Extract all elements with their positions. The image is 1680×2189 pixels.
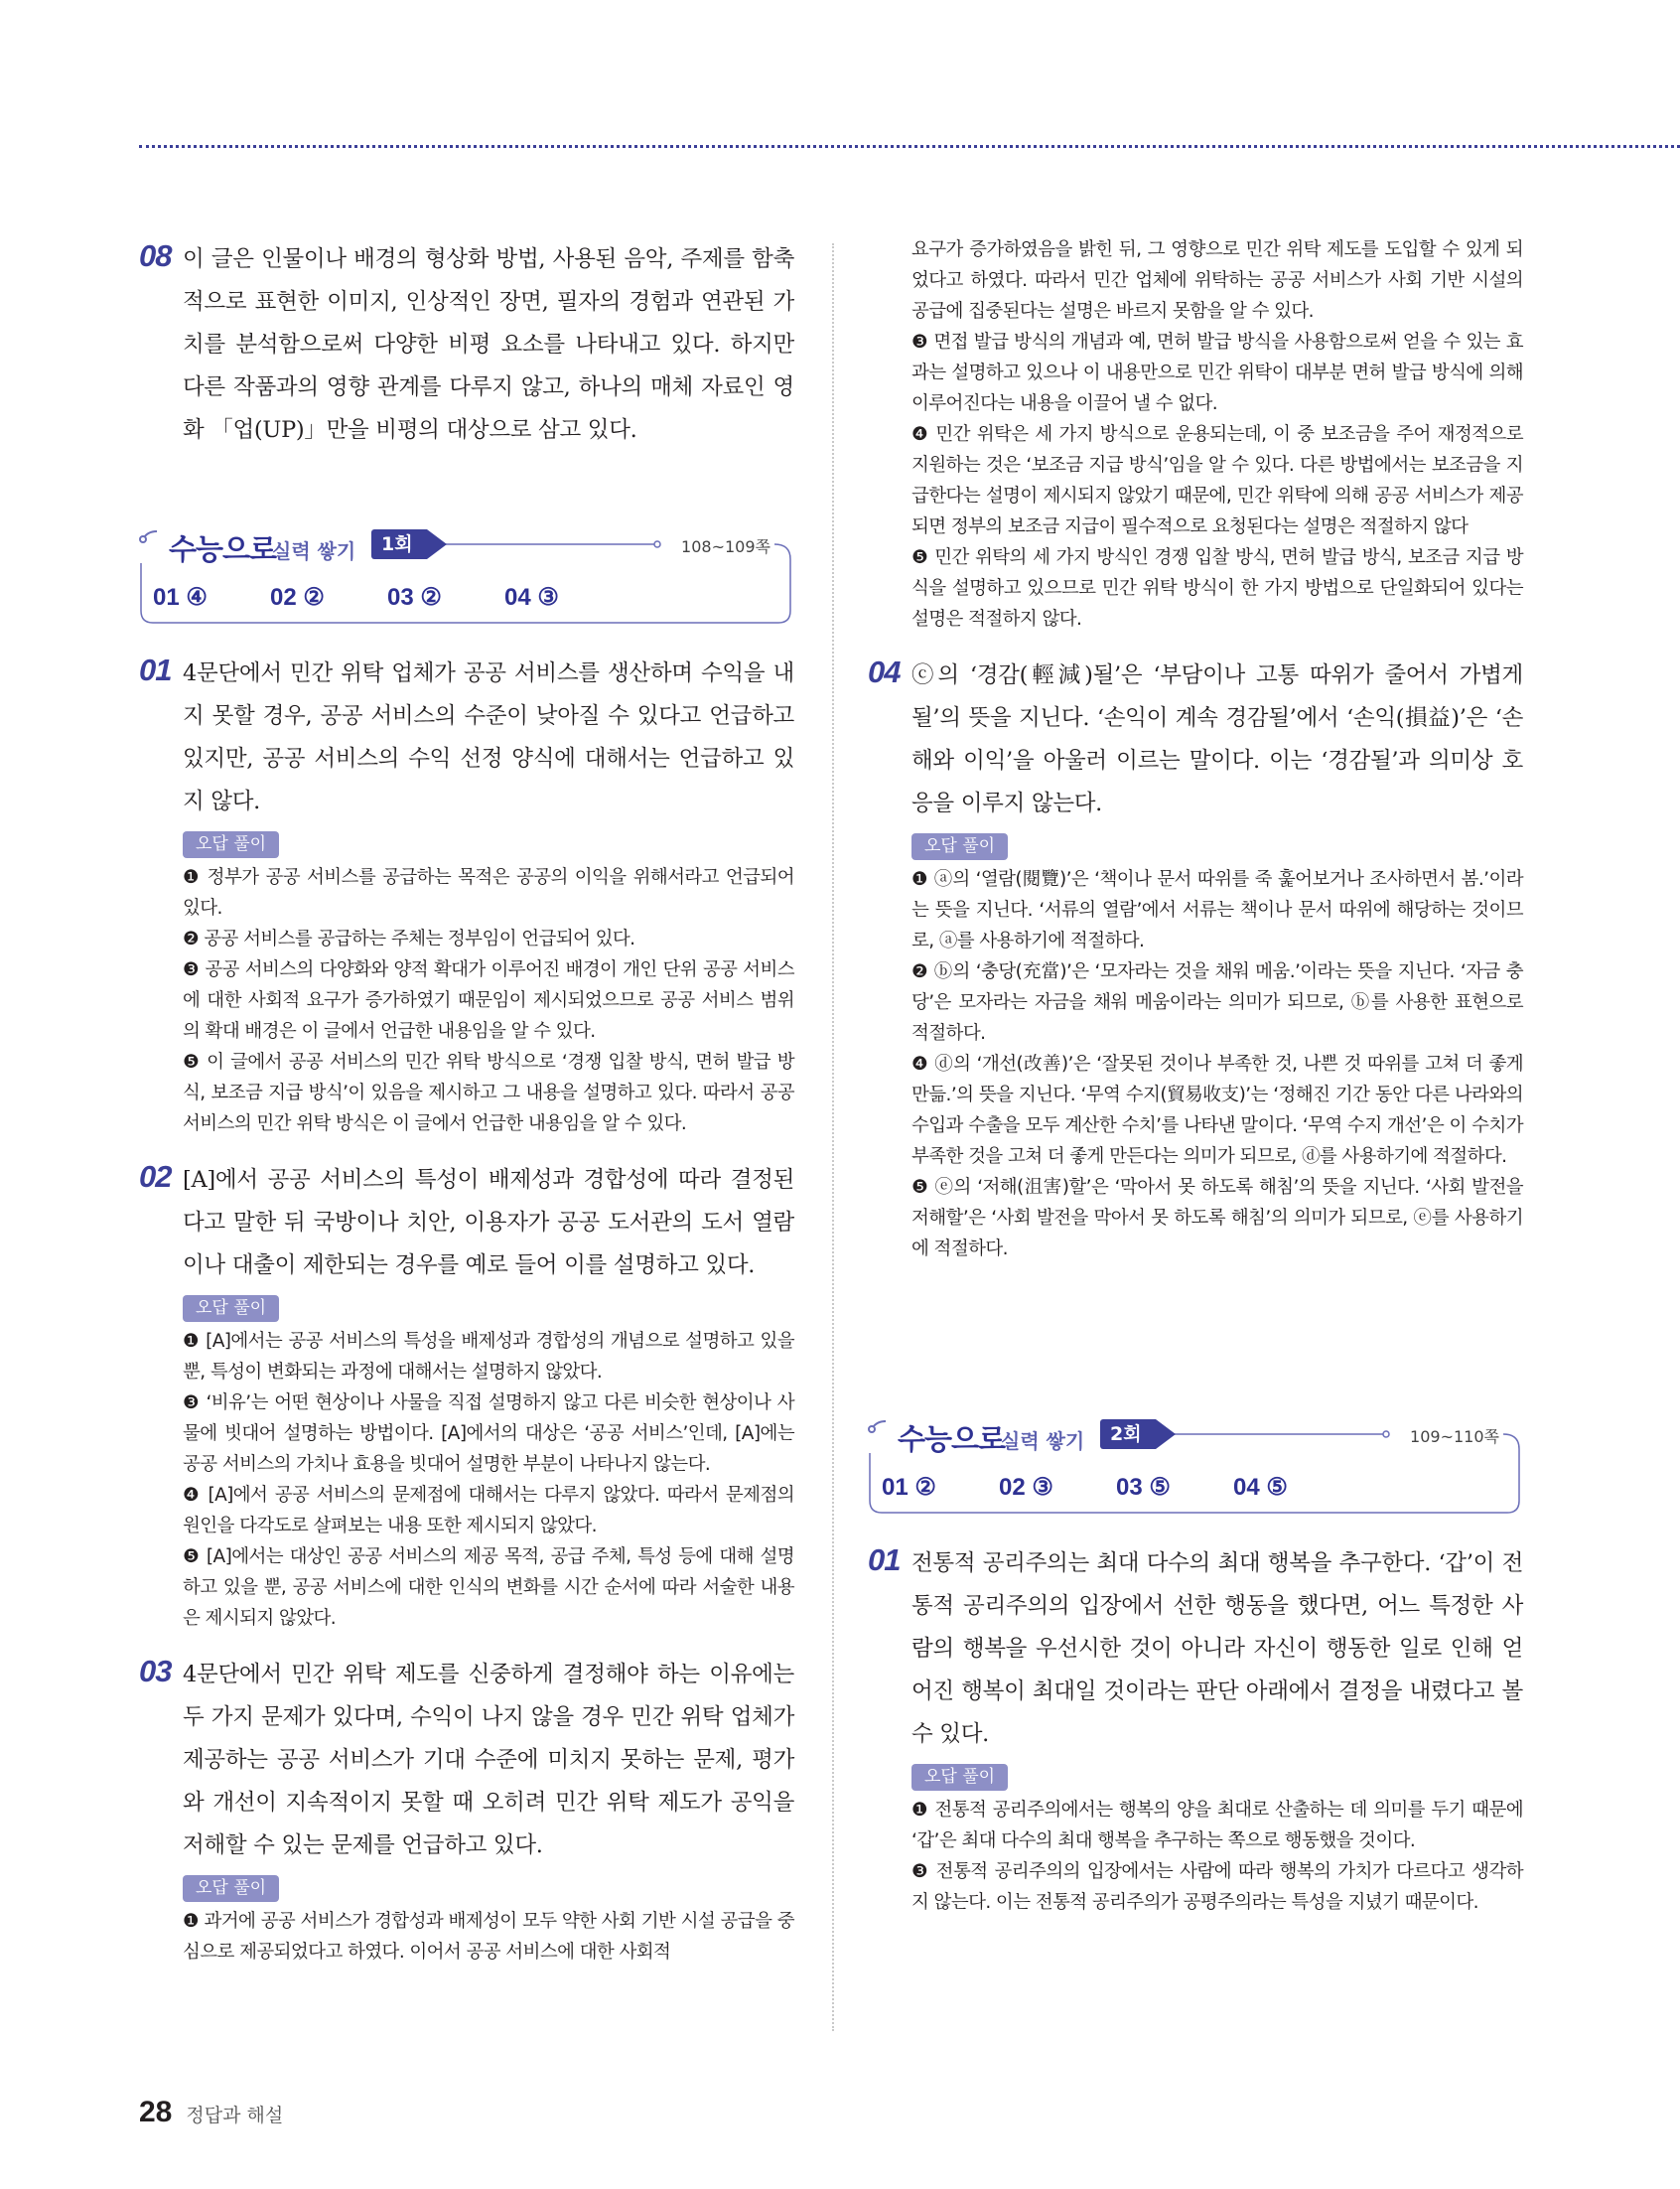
question-body: 전통적 공리주의는 최대 다수의 최대 행복을 추구한다. ‘갑’이 전통적 공리주의의 입장에서 선한 행동을 했다면, 어느 특정한 사람의 행복을 우선시한 것이 아니라 자신이 행동한 일로 인해 얻어진 행복이 최대일 것이라는 판단 아래에서 결정을 내렸다고 볼 수 있다. (911, 1550, 1523, 1747)
answer-section-1 (139, 523, 794, 627)
question-number: 08 (139, 238, 172, 273)
explanation-item: ❺ [A]에서는 대상인 공공 서비스의 제공 목적, 공급 주체, 특성 등에 대해 설명하고 있을 뿐, 공공 서비스에 대한 인식의 변화를 시간 순서에 따라 서술한 내용은 제시되지 않았다. (183, 1546, 794, 1629)
top-dotted-rule (139, 145, 1680, 148)
question-body: ⓒ의 ‘경감(輕減)될’은 ‘부담이나 고통 따위가 줄어서 가볍게 될’의 뜻을 지닌다. ‘손익이 계속 경감될’에서 ‘손익(損益)’은 ‘손해와 이익’을 아울러 이르는 말이다. 이는 ‘경감될’과 의미상 호응을 이루지 않는다. (911, 662, 1523, 816)
question-03 (139, 1654, 794, 1968)
section-title: 수능으로 (169, 534, 277, 566)
answer-item: 03 ⑤ (1116, 1474, 1171, 1501)
section-subtitle: 실력 쌓기 (1001, 1429, 1085, 1453)
answer-item: 02 ③ (999, 1474, 1053, 1501)
section-pages: 108~109쪽 (681, 537, 770, 556)
answer-item: 02 ② (270, 584, 325, 611)
explanation-item: ❷ 공공 서비스를 공급하는 주체는 정부임이 언급되어 있다. (183, 929, 635, 949)
answer-item: 04 ③ (504, 584, 559, 611)
footer-label: 정답과 해설 (186, 2105, 284, 2126)
answer-section-2 (868, 1413, 1523, 1517)
page-number: 28 (139, 2096, 173, 2128)
question-body: [A]에서 공공 서비스의 특성이 배제성과 경합성에 따라 결정된다고 말한 뒤 국방이나 치안, 이용자가 공공 도서관의 도서 열람이나 대출이 제한되는 경우를 예로 들어 이를 설명하고 있다. (183, 1167, 794, 1278)
left-column (139, 238, 794, 1987)
question-08 (139, 238, 794, 452)
right-column (868, 238, 1523, 1938)
explanation-item: ❶ [A]에서는 공공 서비스의 특성을 배제성과 경합성의 개념으로 설명하고 있을 뿐, 특성이 변화되는 과정에 대해서는 설명하지 않았다. (183, 1331, 794, 1383)
explanation-item: ❹ [A]에서 공공 서비스의 문제점에 대해서는 다루지 않았다. 따라서 문제점의 원인을 다각도로 살펴보는 내용 또한 제시되지 않았다. (183, 1485, 794, 1536)
question-01-round2 (868, 1542, 1523, 1918)
question-number: 02 (139, 1159, 172, 1194)
explanation-item: ❸ 전통적 공리주의의 입장에서는 사람에 따라 행복의 가치가 다르다고 생각하지 않는다. 이는 전통적 공리주의가 공평주의라는 특성을 지녔기 때문이다. (911, 1861, 1523, 1913)
question-01 (139, 653, 794, 1139)
column-divider (832, 243, 834, 2031)
explanation-item: ❹ 민간 위탁은 세 가지 방식으로 운용되는데, 이 중 보조금을 주어 재정적으로 지원하는 것은 ‘보조금 지급 방식’임을 알 수 있다. 다른 방법에서는 보조금을 지급한다는 설명이 제시되지 않았기 때문에, 민간 위탁에 의해 공공 서비스가 제공되면 정부의 보조금 지급이 필수적으로 요청된다는 설명은 적절하지 않다 (911, 424, 1523, 537)
section-pages: 109~110쪽 (1410, 1427, 1499, 1446)
question-body: 4문단에서 민간 위탁 업체가 공공 서비스를 생산하며 수익을 내지 못할 경우, 공공 서비스의 수준이 낮아질 수 있다고 언급하고 있지만, 공공 서비스의 수익 선정 양식에 대해서는 언급하고 있지 않다. (183, 660, 794, 814)
answer-item: 04 ⑤ (1233, 1474, 1288, 1501)
explanation-item: ❺ ⓔ의 ‘저해(沮害)할’은 ‘막아서 못 하도록 해침’의 뜻을 지닌다. ‘사회 발전을 저해할’은 ‘사회 발전을 막아서 못 하도록 해침’의 의미가 되므로, ⓔ를 사용하기에 적절하다. (911, 1177, 1523, 1259)
answer-row (882, 1473, 1350, 1502)
explanation-item: ❸ ‘비유’는 어떤 현상이나 사물을 직접 설명하지 않고 다른 비슷한 현상이나 사물에 빗대어 설명하는 방법이다. [A]에서의 대상은 ‘공공 서비스’인데, [A]에는 공공 서비스의 가치나 효용을 빗대어 설명한 부분이 나타나지 않는다. (183, 1392, 794, 1475)
question-03-continued (868, 234, 1523, 635)
wrong-answer-badge: 오답 풀이 (183, 831, 279, 858)
section-title: 수능으로 (898, 1424, 1006, 1456)
question-body: 4문단에서 민간 위탁 제도를 신중하게 결정해야 하는 이유에는 두 가지 문제가 있다며, 수익이 나지 않을 경우 민간 위탁 업체가 제공하는 공공 서비스가 기대 수준에 미치지 못하는 문제, 평가와 개선이 지속적이지 못할 때 오히려 민간 위탁 제도가 공익을 저해할 수 있는 문제를 언급하고 있다. (183, 1662, 794, 1858)
section-round: 1회 (371, 529, 427, 559)
section-subtitle: 실력 쌓기 (272, 539, 356, 563)
wrong-answer-badge: 오답 풀이 (911, 833, 1008, 860)
explanation-item: ❶ 과거에 공공 서비스가 경합성과 배제성이 모두 약한 사회 기반 시설 공급을 중심으로 제공되었다고 하였다. 이어서 공공 서비스에 대한 사회적 (183, 1911, 794, 1963)
section-round: 2회 (1100, 1419, 1156, 1449)
explanation-item: ❷ ⓑ의 ‘충당(充當)’은 ‘모자라는 것을 채워 메움.’이라는 뜻을 지닌다. ‘자금 충당’은 모자라는 자금을 채워 메움이라는 의미가 되므로, ⓑ를 사용한 표현으로 적절하다. (911, 961, 1523, 1044)
question-number: 03 (139, 1654, 172, 1688)
question-04 (868, 655, 1523, 1264)
wrong-answer-badge: 오답 풀이 (183, 1875, 279, 1902)
explanation-item: ❹ ⓓ의 ‘개선(改善)’은 ‘잘못된 것이나 부족한 것, 나쁜 것 따위를 고쳐 더 좋게 만듦.’의 뜻을 지닌다. ‘무역 수지(貿易收支)’는 ‘정해진 기간 동안 다른 나라와의 수입과 수출을 모두 계산한 수치’를 나타낸 말이다. ‘무역 수지 개선’은 이 수치가 부족한 것을 고쳐 더 좋게 만든다는 의미가 되므로, ⓓ를 사용하기에 적절하다. (911, 1054, 1523, 1167)
explanation-item: ❺ 민간 위탁의 세 가지 방식인 경쟁 입찰 방식, 면허 발급 방식, 보조금 지급 방식을 설명하고 있으므로 민간 위탁 방식이 한 가지 방법으로 단일화되어 있다는 설명은 적절하지 않다. (911, 547, 1523, 630)
explanation-item: ❺ 이 글에서 공공 서비스의 민간 위탁 방식으로 ‘경쟁 입찰 방식, 면허 발급 방식, 보조금 지급 방식’이 있음을 제시하고 그 내용을 설명하고 있다. 따라서 공공 서비스의 민간 위탁 방식은 이 글에서 언급한 내용임을 알 수 있다. (183, 1052, 794, 1134)
explanation-item: ❶ ⓐ의 ‘열람(閱覽)’은 ‘책이나 문서 따위를 죽 훑어보거나 조사하면서 봄.’이라는 뜻을 지닌다. ‘서류의 열람’에서 서류는 책이나 문서 따위에 해당하는 것이므로, ⓐ를 사용하기에 적절하다. (911, 869, 1523, 951)
wrong-answer-badge: 오답 풀이 (911, 1764, 1008, 1791)
question-02 (139, 1159, 794, 1634)
question-number: 01 (139, 653, 172, 687)
explanation-item: 요구가 증가하였음을 밝힌 뒤, 그 영향으로 민간 위탁 제도를 도입할 수 있게 되었다고 하였다. 따라서 민간 업체에 위탁하는 공공 서비스가 사회 기반 시설의 공급에 집중된다는 설명은 바르지 못함을 알 수 있다. (911, 239, 1523, 322)
answer-item: 03 ② (387, 584, 442, 611)
explanation-item: ❶ 정부가 공공 서비스를 공급하는 목적은 공공의 이익을 위해서라고 언급되어 있다. (183, 867, 794, 919)
answer-item: 01 ② (882, 1474, 936, 1501)
question-number: 01 (868, 1542, 901, 1577)
wrong-answer-badge: 오답 풀이 (183, 1295, 279, 1322)
explanation-item: ❸ 면접 발급 방식의 개념과 예, 면허 발급 방식을 사용함으로써 얻을 수 있는 효과는 설명하고 있으나 이 내용만으로 민간 위탁이 대부분 면허 발급 방식에 의해 이루어진다는 내용을 이끌어 낼 수 없다. (911, 332, 1523, 414)
answer-row (153, 583, 622, 612)
question-number: 04 (868, 655, 901, 689)
question-body: 이 글은 인물이나 배경의 형상화 방법, 사용된 음악, 주제를 함축적으로 표현한 이미지, 인상적인 장면, 필자의 경험과 연관된 가치를 분석함으로써 다양한 비평 요소를 나타내고 있다. 하지만 다른 작품과의 영향 관계를 다루지 않고, 하나의 매체 자료인 영화 「업(UP)」만을 비평의 대상으로 삼고 있다. (183, 246, 794, 443)
page-footer (139, 2096, 283, 2129)
answer-item: 01 ④ (153, 584, 208, 611)
explanation-item: ❶ 전통적 공리주의에서는 행복의 양을 최대로 산출하는 데 의미를 두기 때문에 ‘갑’은 최대 다수의 최대 행복을 추구하는 쪽으로 행동했을 것이다. (911, 1800, 1523, 1851)
explanation-item: ❸ 공공 서비스의 다양화와 양적 확대가 이루어진 배경이 개인 단위 공공 서비스에 대한 사회적 요구가 증가하였기 때문임이 제시되었으므로 공공 서비스 범위의 확대 배경은 이 글에서 언급한 내용임을 알 수 있다. (183, 959, 794, 1042)
